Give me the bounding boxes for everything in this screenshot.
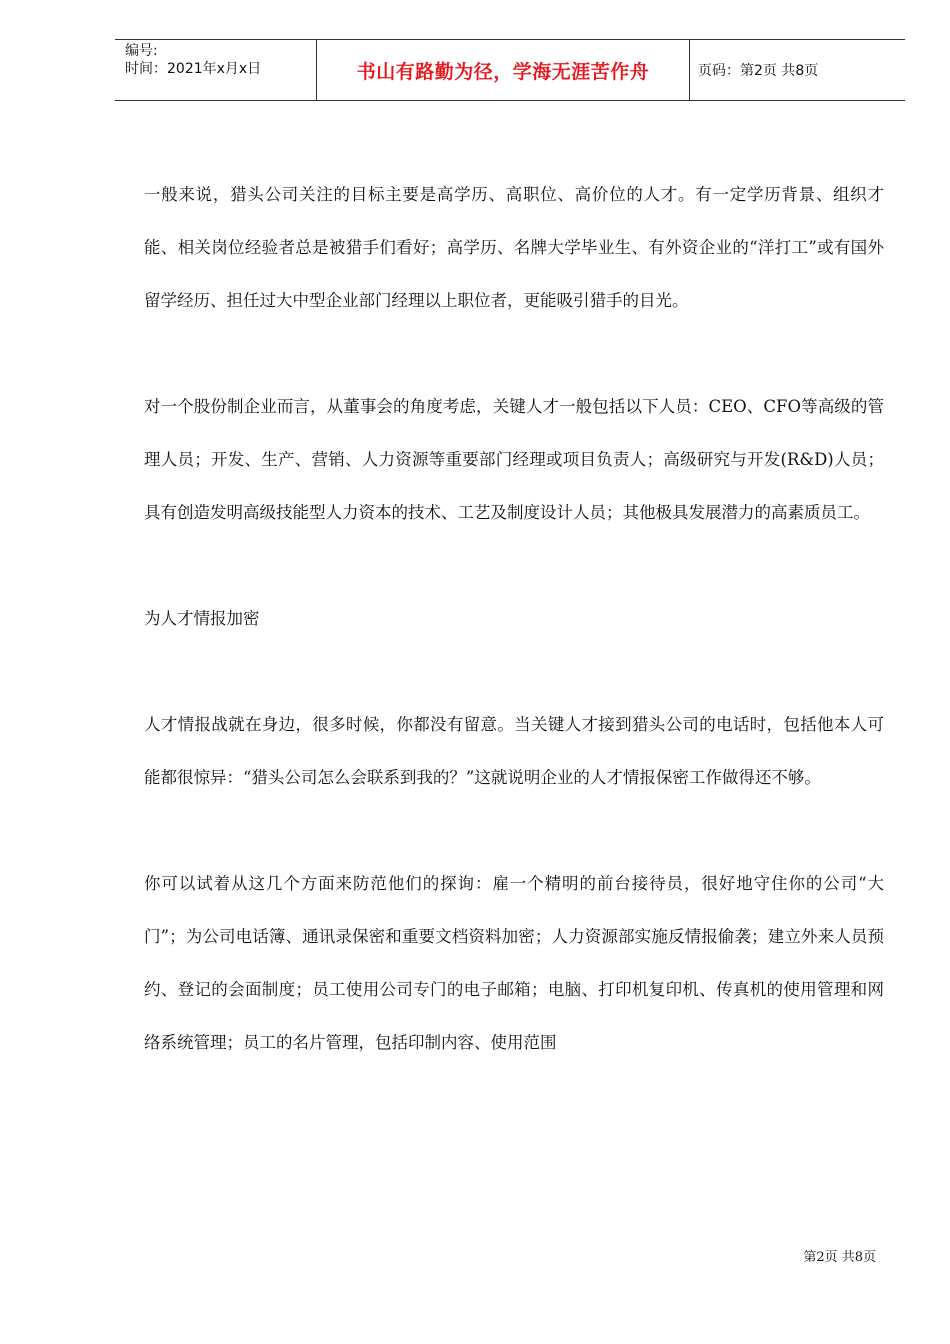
header-info-cell — [115, 40, 317, 100]
document-header — [115, 39, 905, 101]
section-heading: 为人才情报加密 — [144, 609, 260, 628]
paragraph-spacer — [144, 539, 884, 592]
paragraph-spacer — [144, 327, 884, 380]
number-label: 编号: — [125, 43, 158, 59]
paragraph-headhunter-targets: 一般来说，猎头公司关注的目标主要是高学历、高职位、高价位的人才。有一定学历背景、组织才能、相关岗位经验者总是被猎手们看好；高学历、名牌大学毕业生、有外资企业的“洋打工”或有国外留学经历、担任过大中型企业部门经理以上职位者，更能吸引猎手的目光。 — [144, 185, 884, 310]
date-label: 时间：2021年x月x日 — [125, 61, 262, 77]
paragraph-key-talent: 对一个股份制企业而言，从董事会的角度考虑，关键人才一般包括以下人员：CEO、CFO等高级的管理人员；开发、生产、营销、人力资源等重要部门经理或项目负责人；高级研究与开发(R&D)人员；具有创造发明高级技能型人力资本的技术、工艺及制度设计人员；其他极具发展潜力的高素质员工。 — [144, 397, 884, 522]
paragraph-spacer — [144, 645, 884, 698]
page-footer: 第2页 共8页 — [803, 1250, 876, 1265]
paragraph-spacer — [144, 804, 884, 857]
paragraph-intelligence-war: 人才情报战就在身边，很多时候，你都没有留意。当关键人才接到猎头公司的电话时，包括他本人可能都很惊异：“猎头公司怎么会联系到我的？”这就说明企业的人才情报保密工作做得还不够。 — [144, 715, 884, 787]
paragraph-prevention-measures: 你可以试着从这几个方面来防范他们的探询：雇一个精明的前台接待员，很好地守住你的公司“大门”；为公司电话簿、通讯录保密和重要文档资料加密；人力资源部实施反情报偷袭；建立外来人员预约、登记的会面制度；员工使用公司专门的电子邮箱；电脑、打印机复印机、传真机的使用管理和网络系统管理；员工的名片管理，包括印制内容、使用范围 — [144, 874, 884, 1052]
header-motto-cell — [317, 40, 690, 100]
header-page-number: 页码：第2页 共8页 — [698, 63, 819, 79]
header-page-cell — [690, 40, 905, 100]
document-body — [144, 168, 884, 1069]
motto-text: 书山有路勤为径，学海无涯苦作舟 — [356, 60, 650, 83]
